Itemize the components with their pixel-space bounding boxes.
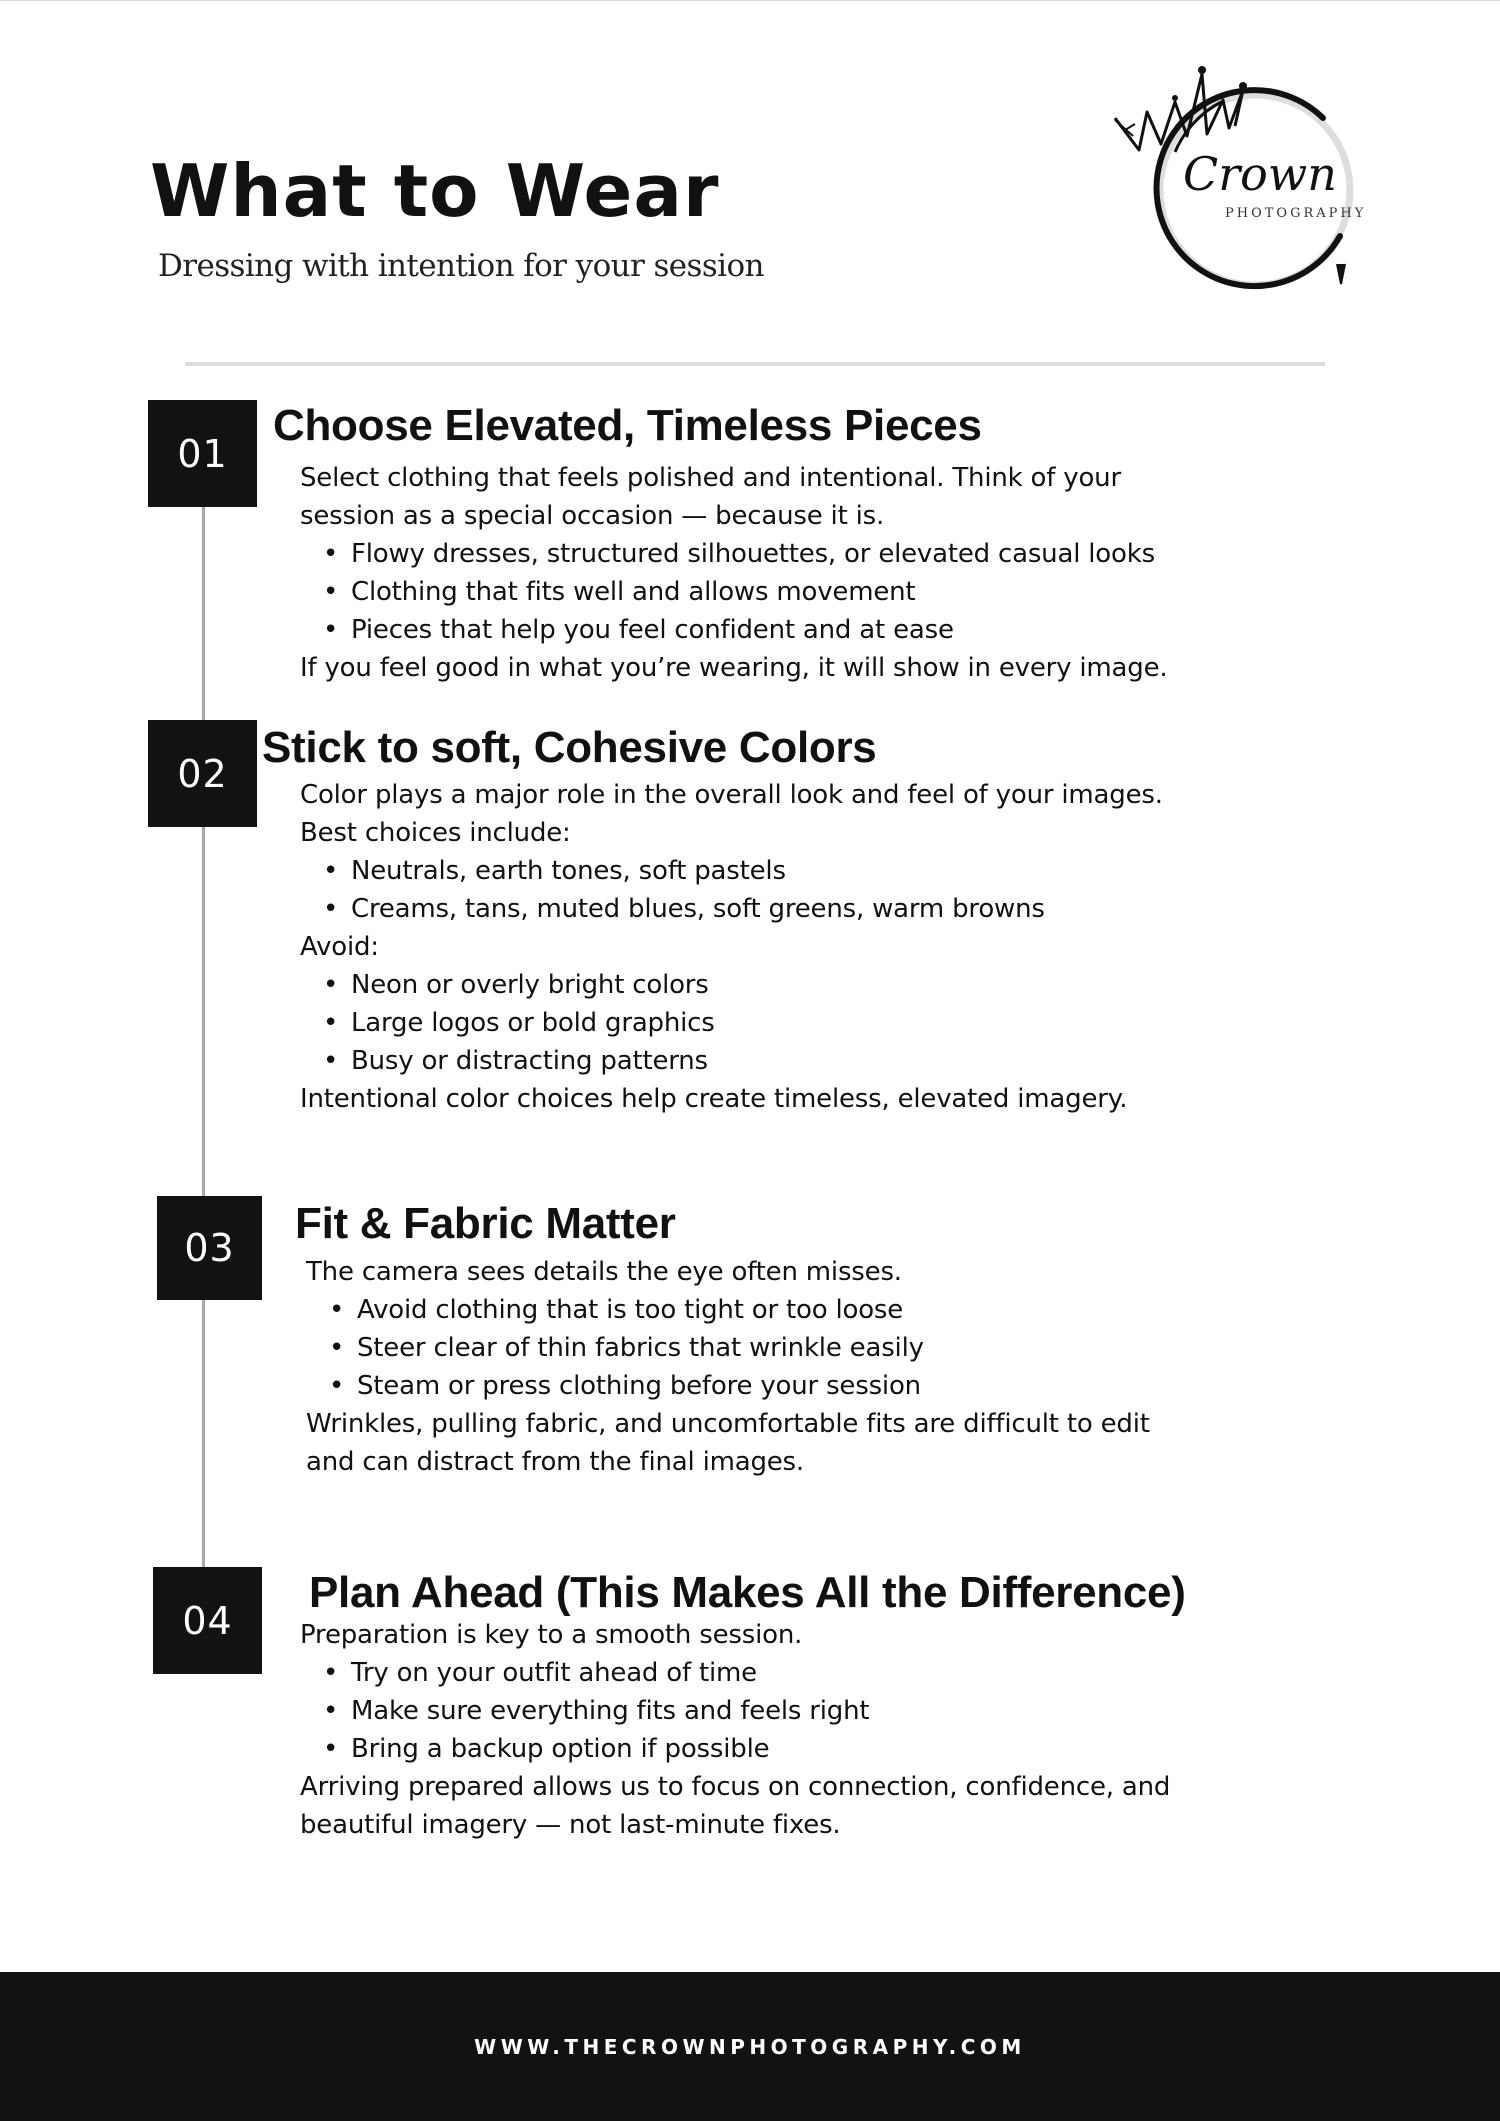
avoid-bullet-list xyxy=(300,966,1163,1080)
section-body xyxy=(306,1253,1150,1481)
section-closing-line: Intentional color choices help create timeless, elevated imagery. xyxy=(300,1084,1128,1114)
section-closing-line: If you feel good in what you’re wearing, it will show in every image. xyxy=(300,653,1168,683)
bullet-item: • Busy or distracting patterns xyxy=(351,1042,1163,1080)
logo-wordmark: Crown xyxy=(1183,147,1337,201)
bullet-item: • Make sure everything fits and feels right xyxy=(351,1692,1170,1730)
page-title: What to Wear xyxy=(150,149,720,233)
section-number-badge: 02 xyxy=(148,720,257,827)
section-intro-line: Best choices include: xyxy=(300,818,571,848)
bullet-list xyxy=(300,1654,1170,1768)
logo-graphic xyxy=(1105,40,1395,310)
section-closing-line: Arriving prepared allows us to focus on connection, confidence, and xyxy=(300,1772,1171,1802)
section-intro-line: Select clothing that feels polished and intentional. Think of your xyxy=(300,463,1121,493)
bullet-item: • Avoid clothing that is too tight or too loose xyxy=(357,1291,1150,1329)
avoid-label: Avoid: xyxy=(300,932,379,962)
bullet-item: • Bring a backup option if possible xyxy=(351,1730,1170,1768)
bullet-item: • Clothing that fits well and allows movement xyxy=(351,573,1167,611)
bullet-item: • Neutrals, earth tones, soft pastels xyxy=(351,852,1163,890)
section-title: Choose Elevated, Timeless Pieces xyxy=(273,401,982,450)
section-title: Fit & Fabric Matter xyxy=(295,1199,676,1248)
bullet-list xyxy=(300,535,1167,649)
section-closing-line: and can distract from the final images. xyxy=(306,1447,804,1477)
header-divider xyxy=(185,362,1325,366)
section-intro-line: Color plays a major role in the overall look and feel of your images. xyxy=(300,780,1163,810)
footer-website-url: WWW.THECROWNPHOTOGRAPHY.COM xyxy=(474,2034,1026,2059)
section-number-badge: 04 xyxy=(153,1567,262,1674)
section-intro-line: The camera sees details the eye often misses. xyxy=(306,1257,902,1287)
section-body xyxy=(300,776,1163,1118)
section-title: Stick to soft, Cohesive Colors xyxy=(262,723,877,772)
section-number-badge: 01 xyxy=(148,400,257,507)
section-title: Plan Ahead (This Makes All the Difference) xyxy=(309,1568,1186,1617)
bullet-item: • Steer clear of thin fabrics that wrinkle easily xyxy=(357,1329,1150,1367)
bullet-item: • Try on your outfit ahead of time xyxy=(351,1654,1170,1692)
section-body xyxy=(300,1616,1170,1844)
page-subtitle: Dressing with intention for your session xyxy=(158,248,764,284)
section-intro-line: Preparation is key to a smooth session. xyxy=(300,1620,803,1650)
section-number-badge: 03 xyxy=(157,1196,262,1300)
top-border xyxy=(0,0,1500,1)
timeline-line xyxy=(202,505,205,1590)
bullet-item: • Neon or overly bright colors xyxy=(351,966,1163,1004)
section-intro-line: session as a special occasion — because it is. xyxy=(300,501,885,531)
bullet-item: • Creams, tans, muted blues, soft greens, warm browns xyxy=(351,890,1163,928)
crown-photography-logo xyxy=(1105,40,1395,310)
bullet-item: • Flowy dresses, structured silhouettes, or elevated casual looks xyxy=(351,535,1167,573)
section-body xyxy=(300,459,1167,687)
bullet-item: • Steam or press clothing before your session xyxy=(357,1367,1150,1405)
logo-tagline: PHOTOGRAPHY xyxy=(1225,206,1367,221)
bullet-item: • Large logos or bold graphics xyxy=(351,1004,1163,1042)
bullet-list xyxy=(300,852,1163,928)
section-closing-line: Wrinkles, pulling fabric, and uncomfortable fits are difficult to edit xyxy=(306,1409,1150,1439)
bullet-item: • Pieces that help you feel confident and at ease xyxy=(351,611,1167,649)
section-closing-line: beautiful imagery — not last-minute fixes. xyxy=(300,1810,841,1840)
footer-bar xyxy=(0,1972,1500,2121)
bullet-list xyxy=(306,1291,1150,1405)
